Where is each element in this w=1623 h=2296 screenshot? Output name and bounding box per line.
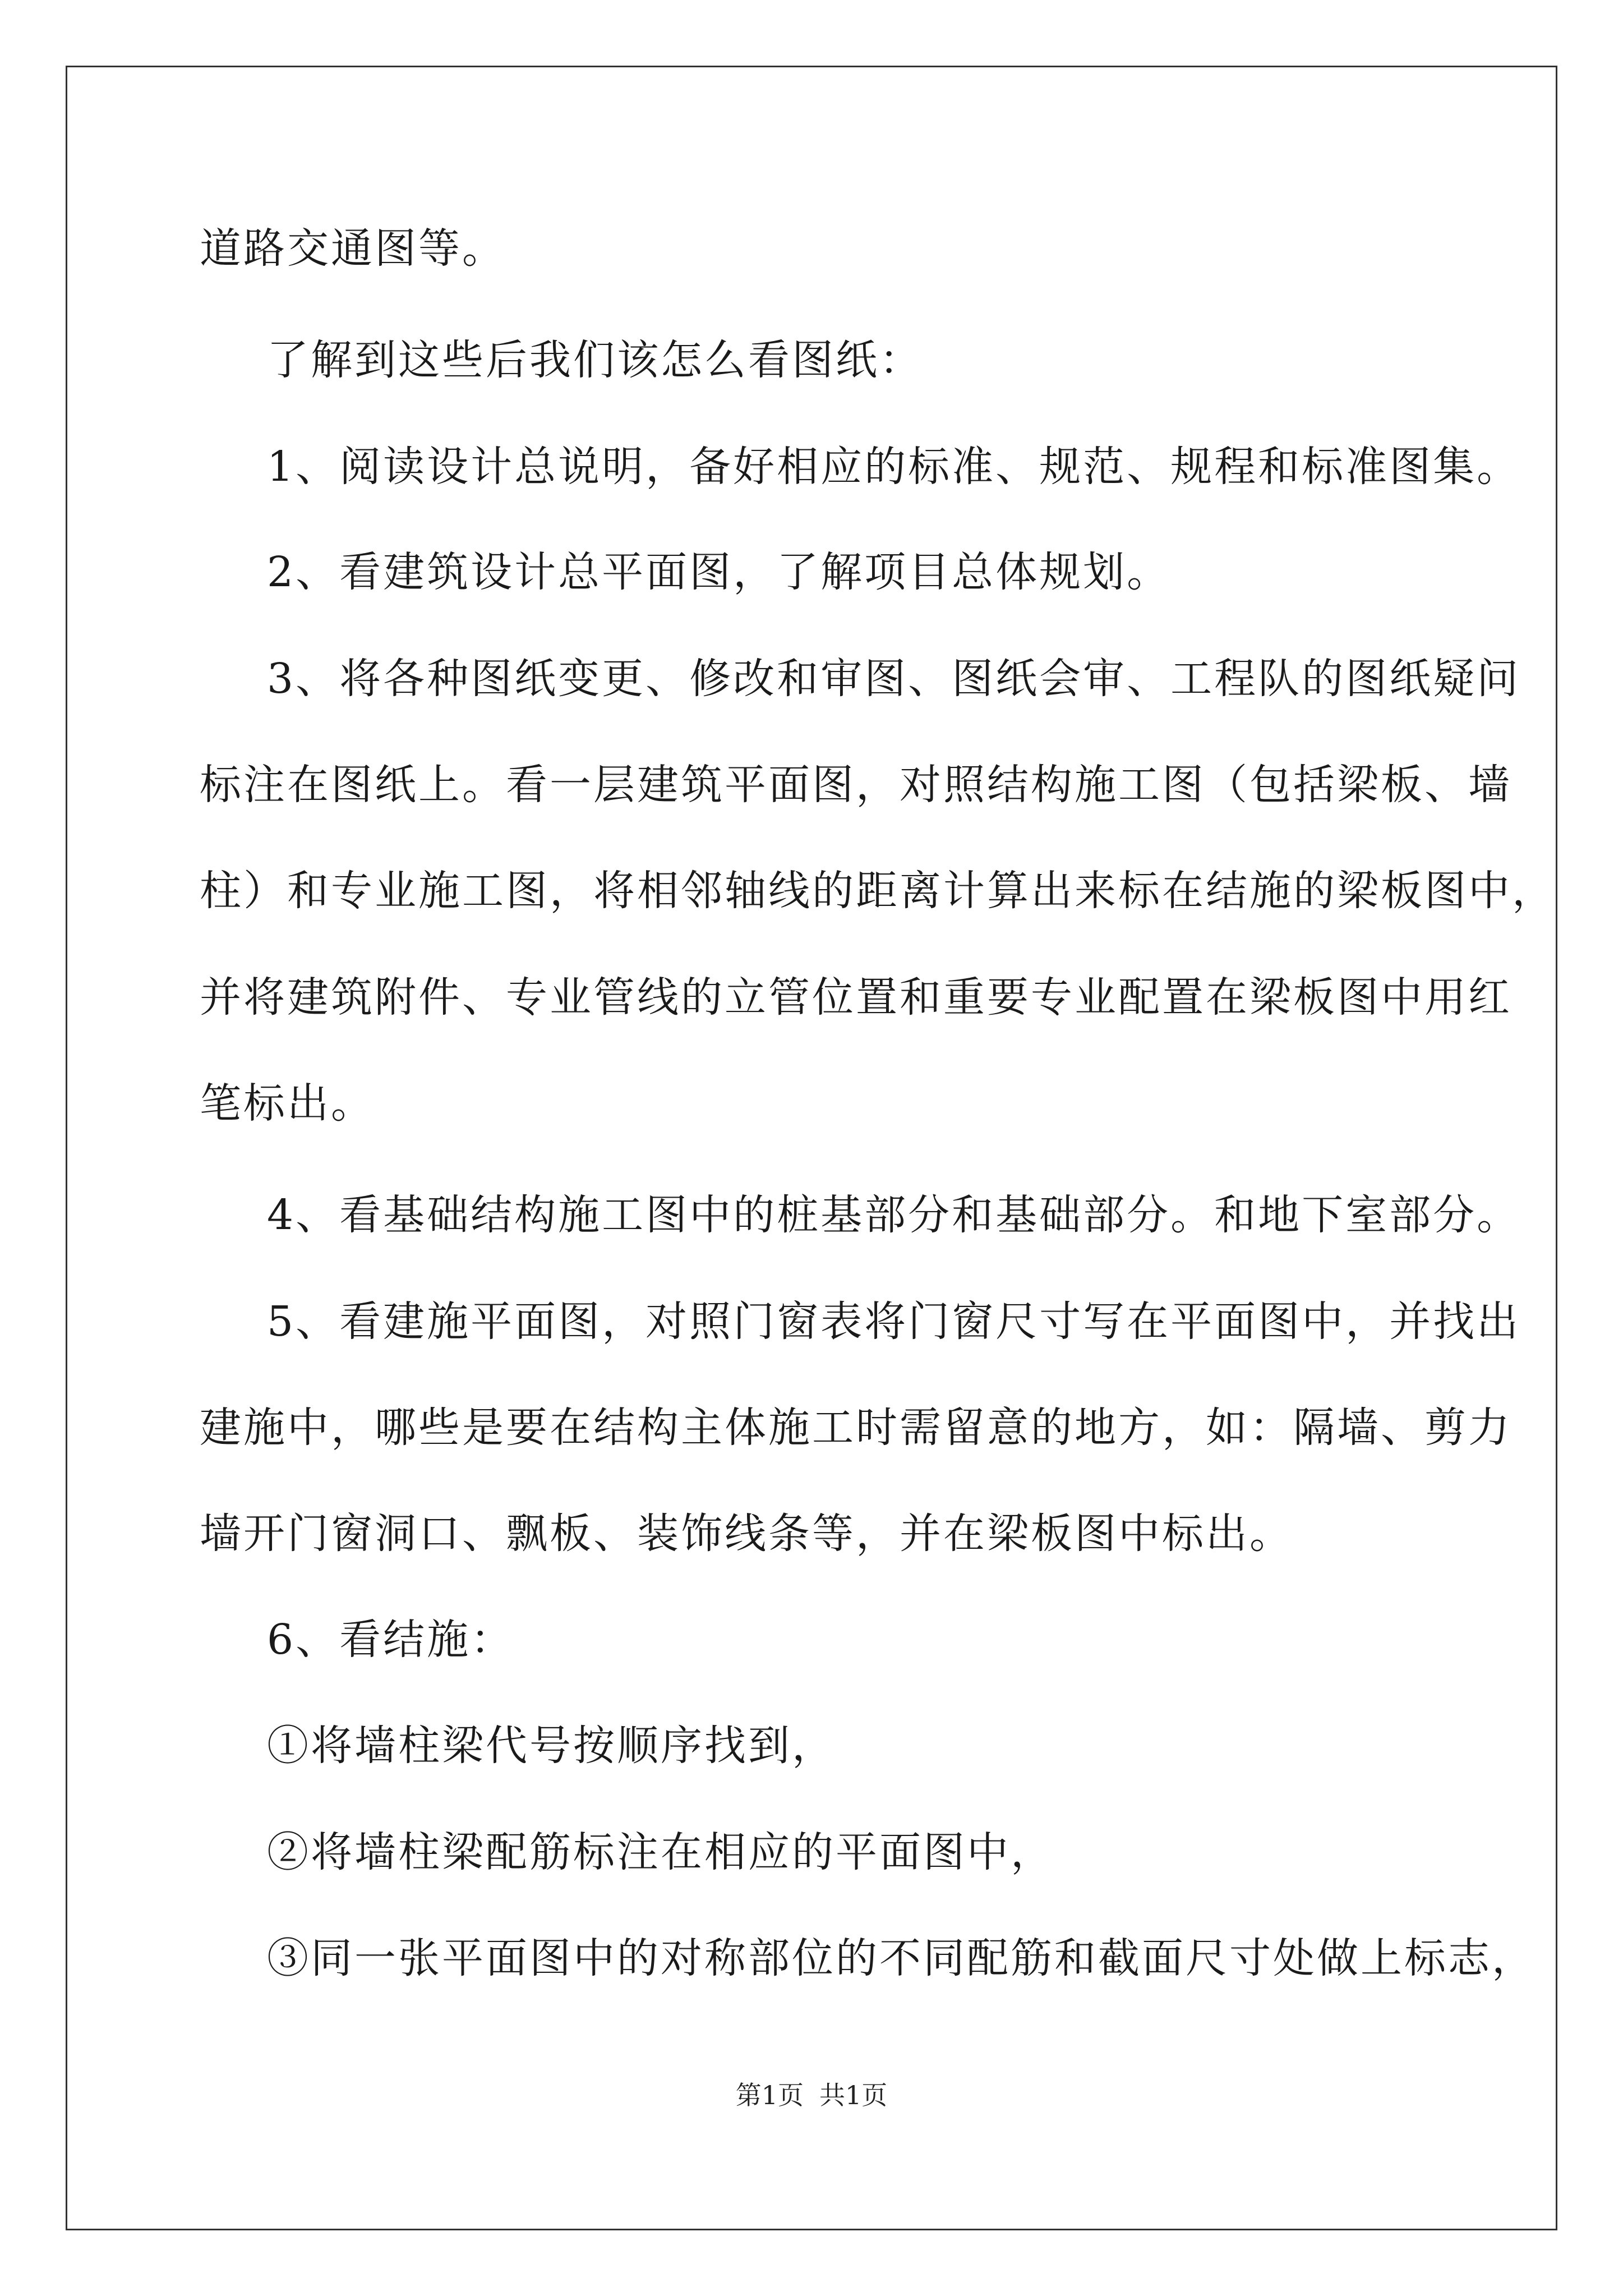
text-line: ②将墙柱梁配筋标注在相应的平面图中，: [267, 1828, 1054, 1876]
text-line: 并将建筑附件、专业管线的立管位置和重要专业配置在梁板图中用红: [200, 973, 1512, 1022]
text-line: ③同一张平面图中的对称部位的不同配筋和截面尺寸处做上标志，: [267, 1934, 1536, 1982]
page-total: 共1页: [819, 2080, 888, 2110]
text-line: 2、看建筑设计总平面图，了解项目总体规划。: [267, 548, 1171, 596]
text-line: 6、看结施：: [267, 1616, 515, 1664]
text-line: 了解到这些后我们该怎么看图纸：: [267, 336, 923, 384]
text-line: 墙开门窗洞口、飘板、装饰线条等，并在梁板图中标出。: [200, 1510, 1293, 1558]
page-number: 第1页: [735, 2080, 804, 2110]
text-line: 3、将各种图纸变更、修改和审图、图纸会审、工程队的图纸疑问: [267, 655, 1521, 703]
text-line: 标注在图纸上。看一层建筑平面图，对照结构施工图（包括梁板、墙: [200, 761, 1512, 809]
text-line: 4、看基础结构施工图中的桩基部分和基础部分。和地下室部分。: [267, 1191, 1521, 1239]
text-line: 道路交通图等。: [200, 224, 506, 273]
text-line: 笔标出。: [200, 1079, 375, 1128]
text-line: 1、阅读设计总说明，备好相应的标准、规范、规程和标准图集。: [267, 443, 1521, 491]
text-line: 5、看建施平面图，对照门窗表将门窗尺寸写在平面图中，并找出: [267, 1297, 1521, 1346]
text-line: ①将墙柱梁代号按顺序找到，: [267, 1722, 836, 1770]
text-line: 柱）和专业施工图，将相邻轴线的距离计算出来标在结施的梁板图中，: [200, 867, 1556, 915]
text-line: 建施中，哪些是要在结构主体施工时需留意的地方，如：隔墙、剪力: [200, 1404, 1512, 1452]
page-footer: [0, 2078, 1623, 2112]
